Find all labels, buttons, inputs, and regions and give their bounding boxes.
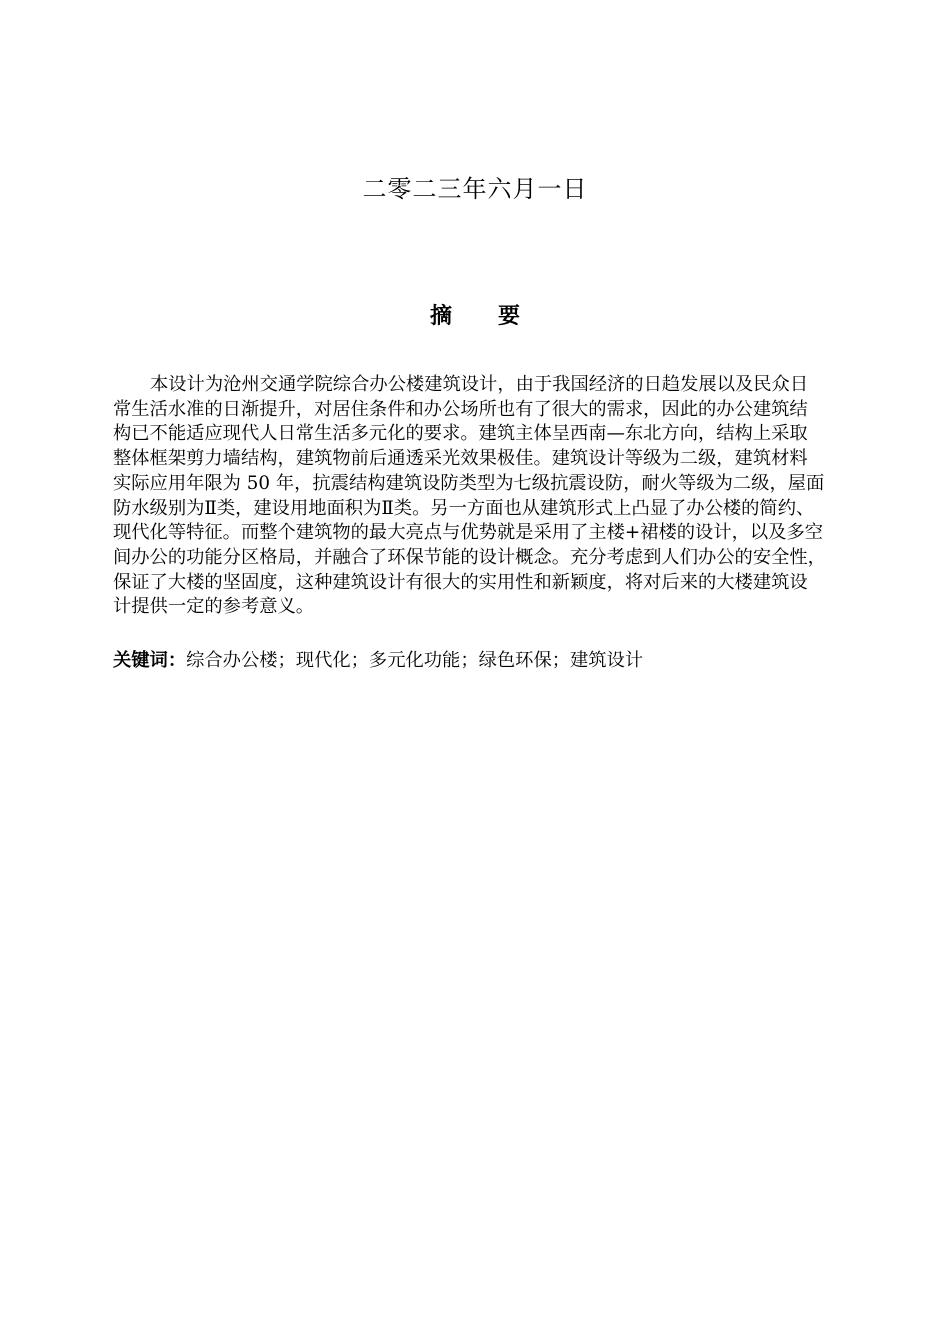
abstract-line: 整体框架剪力墙结构，建筑物前后通透采光效果极佳。建筑设计等级为二级，建筑材料 bbox=[113, 448, 808, 470]
abstract-body bbox=[113, 373, 863, 620]
abstract-line: 防水级别为Ⅱ类，建设用地面积为Ⅱ类。另一方面也从建筑形式上凸显了办公楼的简约、 bbox=[113, 497, 815, 519]
abstract-title-char: 摘 bbox=[429, 304, 452, 329]
abstract-line: 本设计为沧州交通学院综合办公楼建筑设计，由于我国经济的日趋发展以及民众日 bbox=[150, 374, 809, 395]
abstract-line: 计提供一定的参考意义。 bbox=[113, 596, 315, 618]
keywords-label: 关键词： bbox=[113, 650, 187, 671]
abstract-line: 实际应用年限为 50 年，抗震结构建筑设防类型为七级抗震设防，耐火等级为二级，屋面 bbox=[113, 472, 825, 494]
abstract-line: 保证了大楼的坚固度，这种建筑设计有很大的实用性和新颖度，将对后来的大楼建筑设 bbox=[113, 571, 808, 593]
abstract-line: 间办公的功能分区格局，并融合了环保节能的设计概念。充分考虑到人们办公的安全性， bbox=[113, 546, 826, 568]
keywords-value: 综合办公楼；现代化；多元化功能；绿色环保；建筑设计 bbox=[186, 650, 644, 671]
abstract-line: 常生活水准的日渐提升，对居住条件和办公场所也有了很大的需求，因此的办公建筑结 bbox=[113, 398, 808, 420]
keywords bbox=[113, 648, 873, 674]
date-line: 二零二三年六月一日 bbox=[362, 175, 588, 203]
abstract-title-char: 要 bbox=[498, 304, 521, 329]
abstract-title bbox=[0, 302, 950, 332]
abstract-line: 构已不能适应现代人日常生活多元化的要求。建筑主体呈西南—东北方向，结构上采取 bbox=[113, 423, 808, 445]
abstract-line: 现代化等特征。而整个建筑物的最大亮点与优势就是采用了主楼+裙楼的设计，以及多空 bbox=[113, 522, 824, 544]
